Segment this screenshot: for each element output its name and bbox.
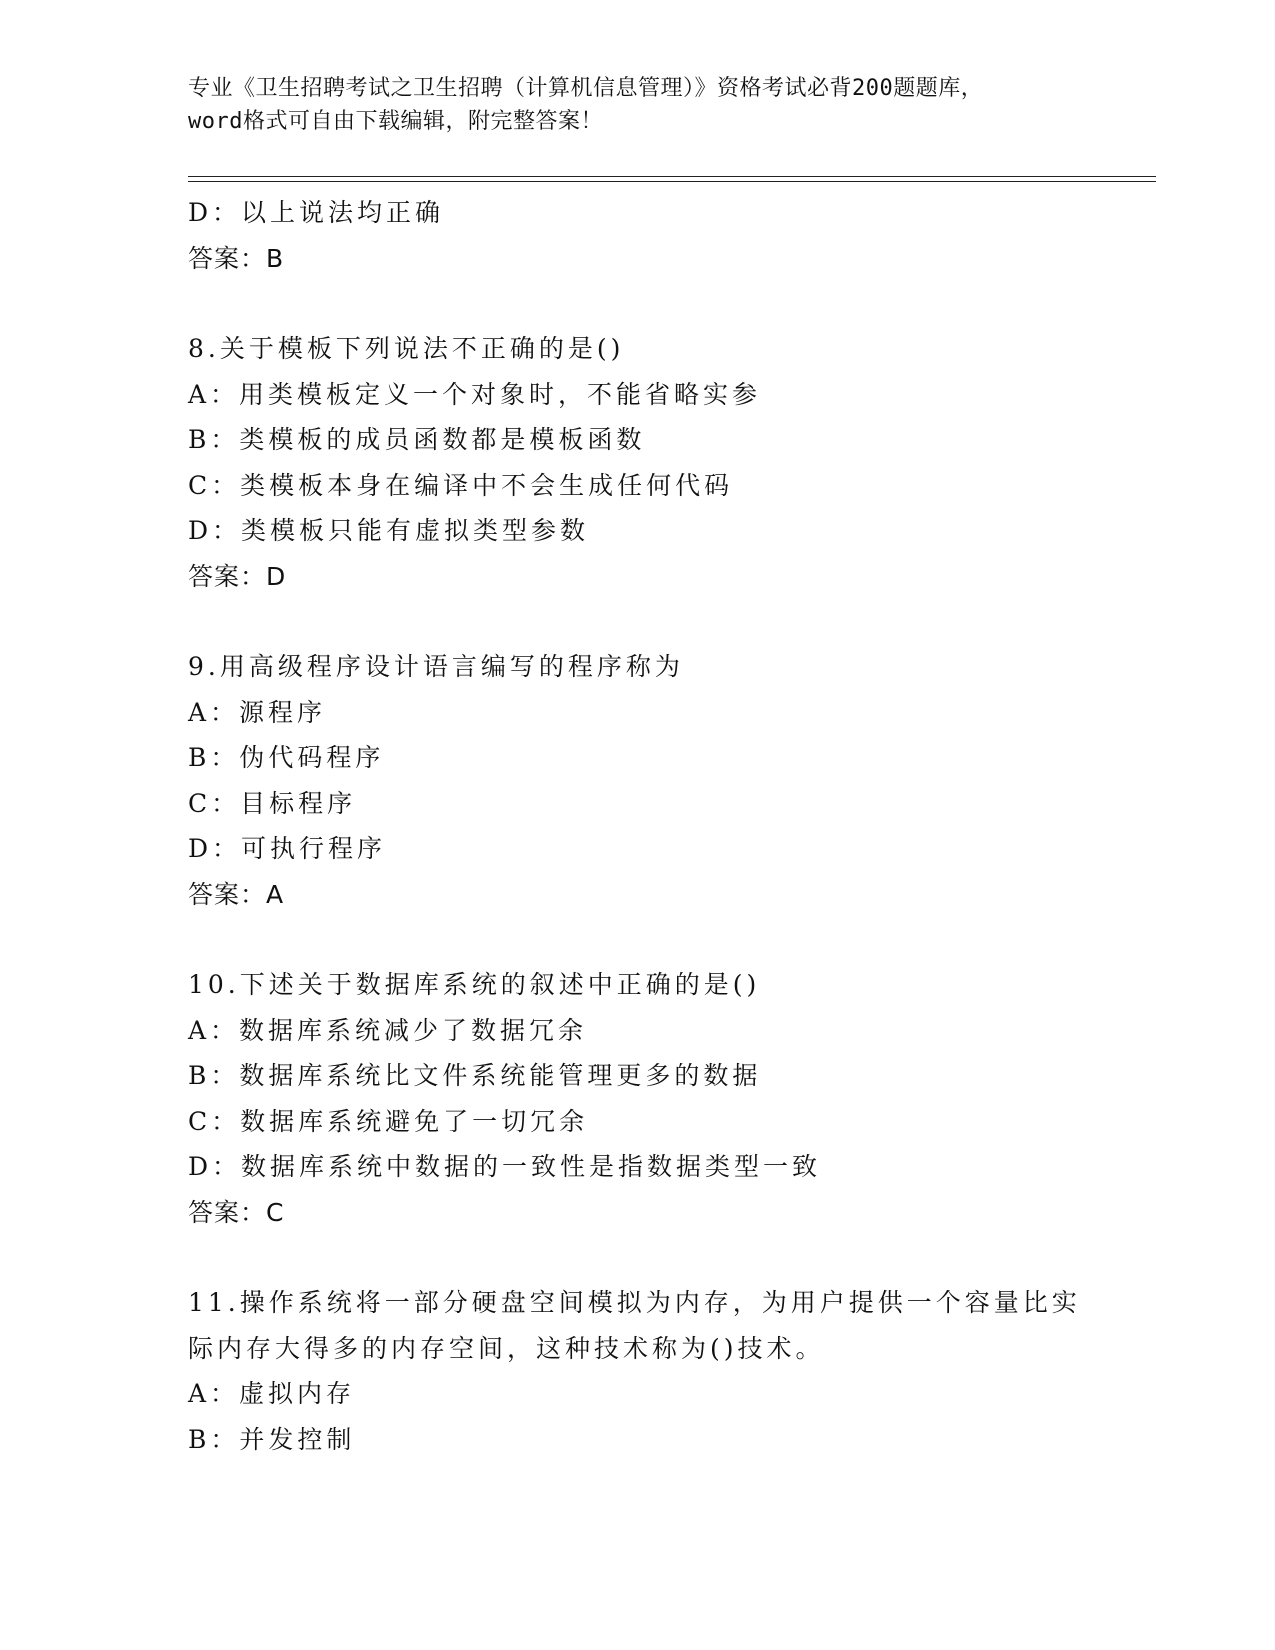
question-8 [188, 326, 1088, 599]
answer-line: 答案：D [188, 561, 287, 591]
question-stem: 9.用高级程序设计语言编写的程序称为 [188, 652, 684, 681]
option-b: B：类模板的成员函数都是模板函数 [188, 425, 646, 454]
answer-line: 答案：A [188, 879, 285, 909]
question-10 [188, 962, 1088, 1235]
question-list [188, 190, 1088, 1462]
header-divider-bottom [188, 181, 1156, 182]
option-a: A：数据库系统减少了数据冗余 [188, 1015, 588, 1045]
option-d: D：类模板只能有虚拟类型参数 [188, 516, 590, 545]
document-header [188, 72, 1088, 138]
option-d: D：以上说法均正确 [188, 198, 445, 227]
header-line-1: 专业《卫生招聘考试之卫生招聘（计算机信息管理）》资格考试必背200题题库， [188, 76, 984, 101]
header-line-2: word格式可自由下载编辑，附完整答案！ [188, 109, 603, 134]
option-b: B：伪代码程序 [188, 743, 385, 772]
question-stem: 8.关于模板下列说法不正确的是() [188, 334, 625, 363]
answer-line: 答案：B [188, 243, 285, 273]
option-c: C：类模板本身在编译中不会生成任何代码 [188, 470, 734, 500]
option-d: D：数据库系统中数据的一致性是指数据类型一致 [188, 1152, 822, 1181]
question-stem: 10.下述关于数据库系统的叙述中正确的是() [188, 970, 761, 999]
option-a: A：源程序 [188, 697, 327, 727]
option-d: D：可执行程序 [188, 834, 387, 863]
option-c: C：目标程序 [188, 788, 357, 818]
option-b: B：并发控制 [188, 1424, 356, 1454]
answer-line: 答案：C [188, 1197, 285, 1227]
option-a: A：虚拟内存 [188, 1379, 356, 1408]
option-a: A：用类模板定义一个对象时，不能省略实参 [188, 379, 762, 409]
option-b: B：数据库系统比文件系统能管理更多的数据 [188, 1061, 762, 1090]
header-divider-top [188, 176, 1156, 177]
question-11 [188, 1280, 1088, 1462]
option-c: C：数据库系统避免了一切冗余 [188, 1106, 589, 1136]
question-9 [188, 644, 1088, 917]
question-stem-line-2: 际内存大得多的内存空间，这种技术称为()技术。 [188, 1333, 825, 1363]
question-stem-line-1: 11.操作系统将一部分硬盘空间模拟为内存，为用户提供一个容量比实 [188, 1288, 1081, 1317]
